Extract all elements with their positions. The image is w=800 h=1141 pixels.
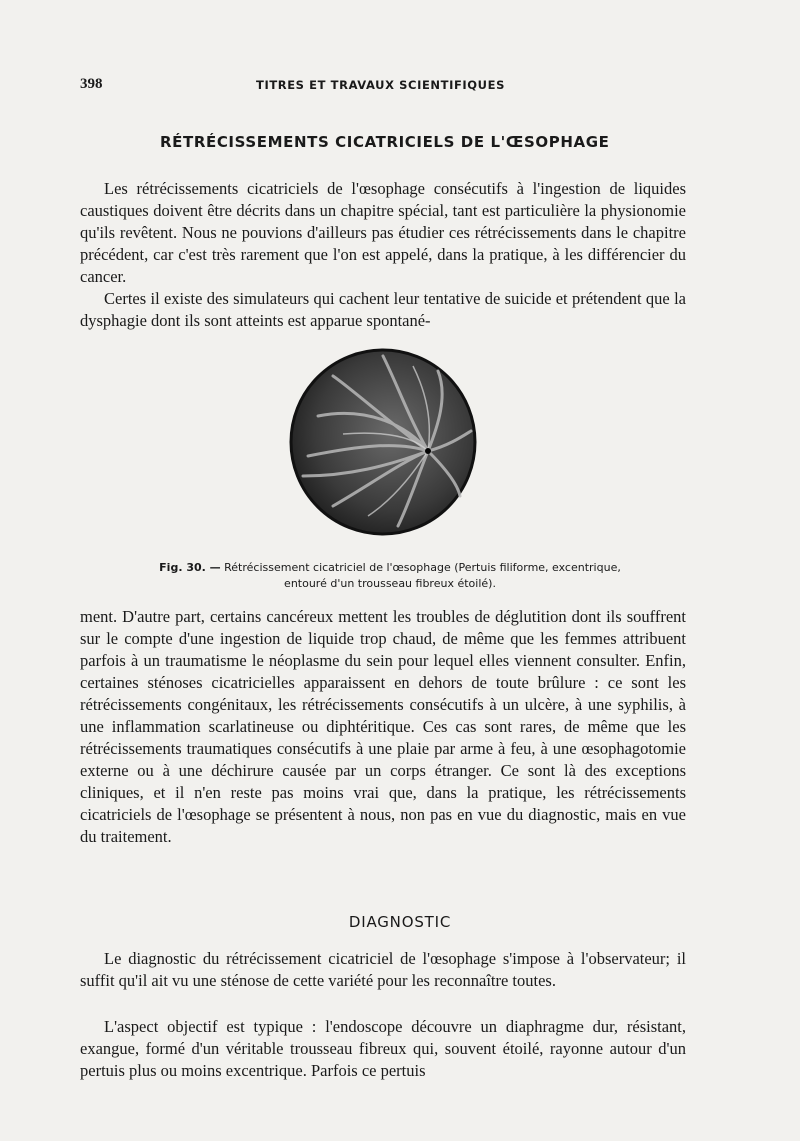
figure-caption [140,560,640,592]
running-title: TITRES ET TRAVAUX SCIENTIFIQUES [256,78,505,92]
section-heading-diagnostic: DIAGNOSTIC [348,913,452,931]
page-number: 398 [80,76,103,92]
paragraph-simulateurs: Certes il existe des simulateurs qui cachent leur tentative de suicide et prétendent que la dysphagie dont ils sont atteints est apparue spontané- [80,289,686,330]
endoscopic-stricture-illustration [288,346,478,538]
page-header [80,76,686,96]
figure-endoscopic-view [288,346,478,538]
chapter-title: RÉTRÉCISSEMENTS CICATRICIELS DE L'ŒSOPHAGE [160,133,610,151]
paragraph-aspect: L'aspect objectif est typique : l'endoscope découvre un diaphragme dur, résistant, exangue, formé d'un véritable trousseau fibreux qui, souvent étoilé, rayonne autour d'un pertuis plus ou moins excentrique. Parfois ce pertuis [80,1017,686,1080]
paragraph-intro: Les rétrécissements cicatriciels de l'œsophage consécutifs à l'ingestion de liquides caustiques doivent être décrits dans un chapitre spécial, tant est particulière la physionomie qu'ils revêtent. Nous ne pouvions d'ailleurs pas étudier ces rétrécissements dans le chapitre précédent, car c'est très rarement que l'on est appelé, dans la pratique, à les différencier du cancer. [80,179,686,286]
figure-caption-text: Rétrécissement cicatriciel de l'œsophage (Pertuis filiforme, excentrique, entouré d'un trousseau fibreux étoilé). [224,561,621,590]
figure-label: Fig. 30. — [159,561,221,574]
paragraph-diagnostic: Le diagnostic du rétrécissement cicatriciel de l'œsophage s'impose à l'observateur; il suffit qu'il ait vu une sténose de cette variété pour les reconnaître toutes. [80,949,686,990]
paragraph-continuation: ment. D'autre part, certains cancéreux mettent les troubles de déglutition dont ils souffrent sur le compte d'une ingestion de liquide trop chaud, de même que les femmes attribuent parfois à un traumatisme le néoplasme du sein pour lequel elles viennent consulter. Enfin, certaines sténoses cicatricielles apparaissent en dehors de toute brûlure : ce sont les rétrécissements congénitaux, les rétrécissements consécutifs à un ulcère, à une syphilis, à une inflammation scarlatineuse ou diphtéritique. Ces cas sont rares, de même que les rétrécissements traumatiques consécutifs à une plaie par arme à feu, à une œsophagotomie externe ou à une déchirure causée par un corps étranger. Ce sont là des exceptions cliniques, et il n'en reste pas moins vrai que, dans la pratique, les rétrécissements cicatriciels de l'œsophage se présentent à nous, non pas en vue du diagnostic, mais en vue du traitement. [80,607,686,846]
